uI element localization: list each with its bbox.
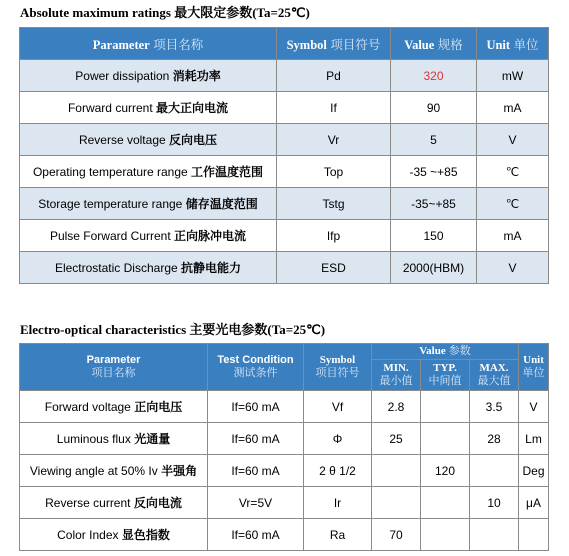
unit-cell: V: [477, 124, 549, 156]
min-cell: [372, 487, 421, 519]
max-cell: [470, 519, 519, 551]
param-cell: Electrostatic Discharge 抗静电能力: [20, 252, 277, 284]
param-cell: Forward voltage 正向电压: [20, 391, 208, 423]
header-unit: Unit 单位: [477, 28, 549, 60]
param-cell: Reverse current 反向电流: [20, 487, 208, 519]
typ-cell: [421, 391, 470, 423]
header-min: MIN. 最小值: [372, 360, 421, 391]
table-row: [20, 455, 549, 487]
param-cell: Luminous flux 光通量: [20, 423, 208, 455]
header-unit: Unit 单位: [519, 344, 549, 391]
param-cell: Pulse Forward Current 正向脉冲电流: [20, 220, 277, 252]
section-title-electro-optical: Electro-optical characteristics 主要光电参数(Ta=25℃): [20, 322, 326, 337]
min-cell: 25: [372, 423, 421, 455]
unit-cell: Lm: [519, 423, 549, 455]
table-row: [20, 124, 549, 156]
value-cell: -35~+85: [391, 188, 477, 220]
max-cell: 3.5: [470, 391, 519, 423]
table-row: [20, 487, 549, 519]
typ-cell: [421, 519, 470, 551]
symbol-cell: If: [277, 92, 391, 124]
value-cell: 5: [391, 124, 477, 156]
header-test-condition: Test Condition 测试条件: [208, 344, 304, 391]
electro-optical-table: [19, 343, 549, 551]
max-cell: [470, 455, 519, 487]
absolute-ratings-table: [19, 27, 549, 284]
min-cell: 2.8: [372, 391, 421, 423]
param-cell: Color Index 显色指数: [20, 519, 208, 551]
unit-cell: ℃: [477, 188, 549, 220]
symbol-cell: Ir: [304, 487, 372, 519]
header-typ: TYP. 中间值: [421, 360, 470, 391]
condition-cell: If=60 mA: [208, 455, 304, 487]
unit-cell: ℃: [477, 156, 549, 188]
table-row: [20, 252, 549, 284]
typ-cell: [421, 423, 470, 455]
param-cell: Operating temperature range 工作温度范围: [20, 156, 277, 188]
unit-cell: [519, 519, 549, 551]
param-cell: Viewing angle at 50% Iv 半强角: [20, 455, 208, 487]
symbol-cell: Ra: [304, 519, 372, 551]
param-cell: Power dissipation 消耗功率: [20, 60, 277, 92]
unit-cell: mW: [477, 60, 549, 92]
table-row: [20, 92, 549, 124]
unit-cell: mA: [477, 92, 549, 124]
symbol-cell: Tstg: [277, 188, 391, 220]
value-cell: 150: [391, 220, 477, 252]
table-row: [20, 391, 549, 423]
unit-cell: μA: [519, 487, 549, 519]
table-row: [20, 423, 549, 455]
max-cell: 10: [470, 487, 519, 519]
table-row: [20, 220, 549, 252]
value-cell: 90: [391, 92, 477, 124]
condition-cell: If=60 mA: [208, 423, 304, 455]
symbol-cell: Φ: [304, 423, 372, 455]
symbol-cell: Vf: [304, 391, 372, 423]
header-value: Value 规格: [391, 28, 477, 60]
param-cell: Storage temperature range 储存温度范围: [20, 188, 277, 220]
table-header-row: [20, 28, 549, 60]
symbol-cell: 2 θ 1/2: [304, 455, 372, 487]
condition-cell: If=60 mA: [208, 519, 304, 551]
max-cell: 28: [470, 423, 519, 455]
unit-cell: V: [519, 391, 549, 423]
param-cell: Forward current 最大正向电流: [20, 92, 277, 124]
header-parameter: Parameter 项目名称: [20, 344, 208, 391]
header-symbol: Symbol 项目符号: [277, 28, 391, 60]
condition-cell: If=60 mA: [208, 391, 304, 423]
value-cell: 2000(HBM): [391, 252, 477, 284]
header-symbol: Symbol 项目符号: [304, 344, 372, 391]
header-parameter: Parameter 项目名称: [20, 28, 277, 60]
unit-cell: mA: [477, 220, 549, 252]
typ-cell: 120: [421, 455, 470, 487]
symbol-cell: Ifp: [277, 220, 391, 252]
table-header-row: [20, 344, 549, 360]
value-cell: 320: [391, 60, 477, 92]
min-cell: 70: [372, 519, 421, 551]
unit-cell: V: [477, 252, 549, 284]
section-title-absolute-ratings: Absolute maximum ratings 最大限定参数(Ta=25℃): [20, 5, 310, 20]
table-row: [20, 60, 549, 92]
symbol-cell: Vr: [277, 124, 391, 156]
symbol-cell: Top: [277, 156, 391, 188]
table-row: [20, 519, 549, 551]
symbol-cell: ESD: [277, 252, 391, 284]
unit-cell: Deg: [519, 455, 549, 487]
value-cell: -35 ~+85: [391, 156, 477, 188]
min-cell: [372, 455, 421, 487]
typ-cell: [421, 487, 470, 519]
condition-cell: Vr=5V: [208, 487, 304, 519]
header-value: Value 参数: [372, 344, 519, 360]
table-row: [20, 188, 549, 220]
table-row: [20, 156, 549, 188]
param-cell: Reverse voltage 反向电压: [20, 124, 277, 156]
header-max: MAX. 最大值: [470, 360, 519, 391]
symbol-cell: Pd: [277, 60, 391, 92]
